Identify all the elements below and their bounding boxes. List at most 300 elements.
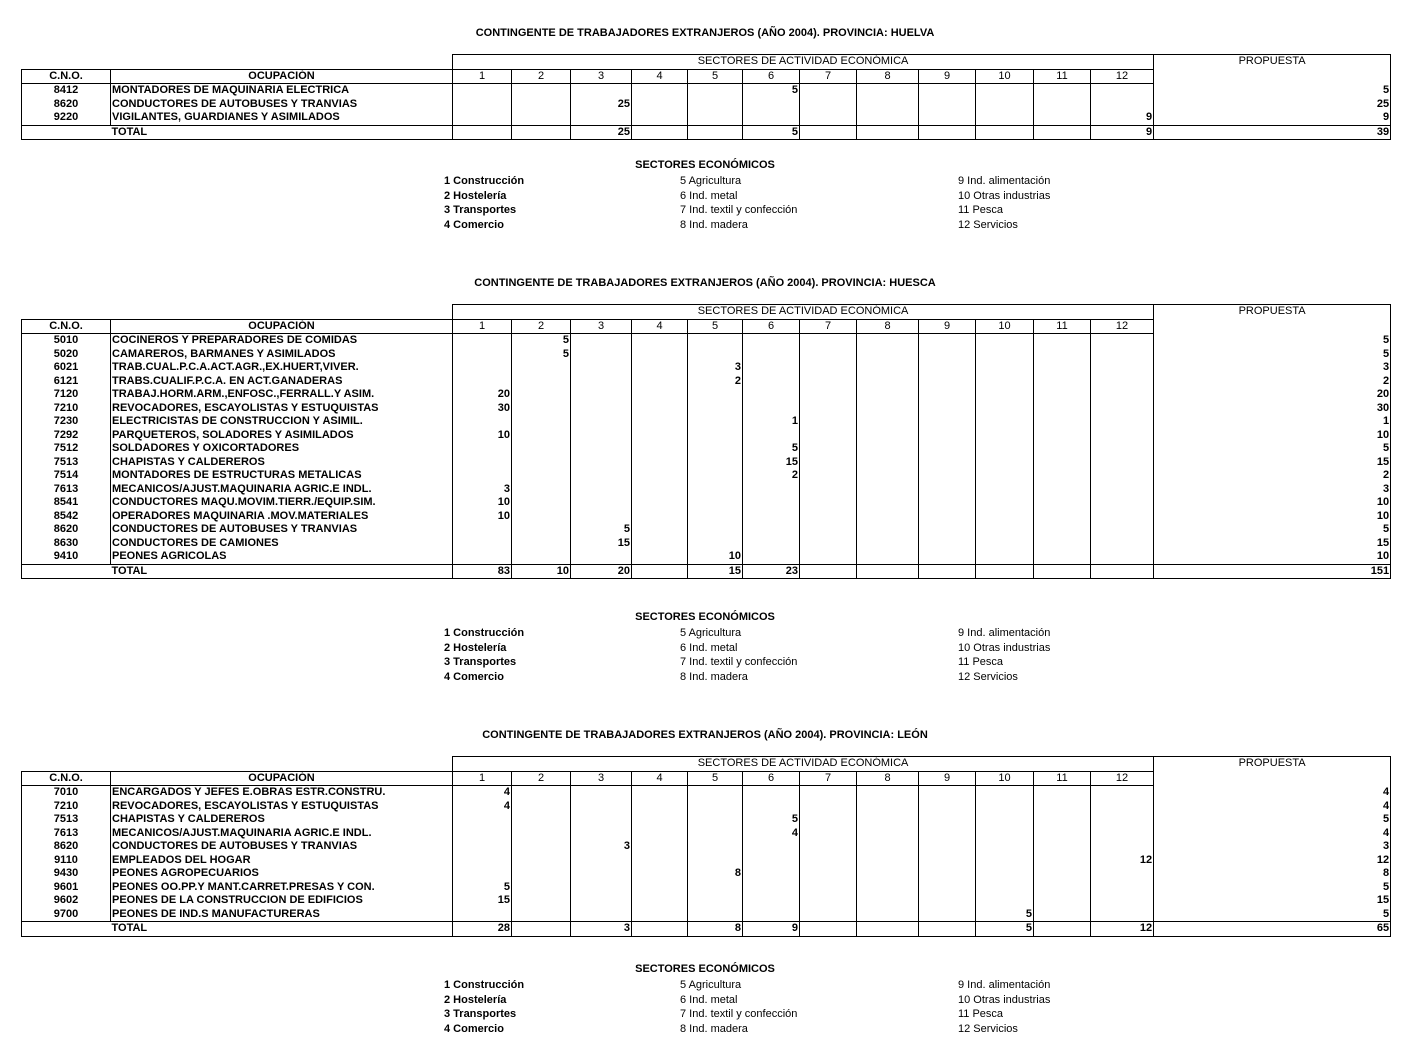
- table-row: [22, 840, 1391, 854]
- sector-value-cell: [632, 867, 688, 881]
- legend-item: 7 Ind. textil y confección: [680, 1008, 798, 1020]
- sector-value-cell: [800, 456, 857, 470]
- sector-number-header: 2: [512, 771, 571, 786]
- sector-value-cell: [976, 813, 1034, 827]
- propuesta-cell: 5: [1154, 813, 1391, 827]
- cno-cell: 7120: [22, 388, 111, 402]
- sector-value-cell: [1091, 483, 1154, 497]
- sector-value-cell: [919, 415, 976, 429]
- sector-value-cell: [571, 827, 632, 841]
- sector-value-cell: [571, 334, 632, 348]
- sector-number-header: 4: [632, 69, 688, 84]
- sector-value-cell: [688, 813, 743, 827]
- sector-value-cell: [632, 786, 688, 800]
- sector-value-cell: [571, 84, 632, 98]
- total-sector-cell: [800, 922, 857, 937]
- total-sector-cell: 10: [512, 564, 571, 579]
- sector-value-cell: [512, 550, 571, 564]
- ocupacion-header: OCUPACIÓN: [111, 771, 453, 786]
- sector-value-cell: [632, 840, 688, 854]
- sector-value-cell: [512, 442, 571, 456]
- sector-value-cell: [857, 334, 919, 348]
- total-label: TOTAL: [111, 922, 453, 937]
- sector-value-cell: 10: [453, 429, 512, 443]
- occupation-cell: TRABAJ.HORM.ARM.,ENFOSC.,FERRALL.Y ASIM.: [111, 388, 453, 402]
- sector-number-header: 9: [919, 771, 976, 786]
- total-propuesta-cell: 39: [1154, 125, 1391, 140]
- sector-value-cell: [571, 800, 632, 814]
- legend-item: 3 Transportes: [444, 656, 517, 668]
- total-sector-cell: 9: [743, 922, 800, 937]
- sector-value-cell: [1091, 375, 1154, 389]
- sector-value-cell: [1091, 867, 1154, 881]
- table-row: [22, 98, 1391, 112]
- sector-value-cell: [632, 537, 688, 551]
- cno-cell: 5020: [22, 348, 111, 362]
- total-sector-cell: [919, 564, 976, 579]
- sector-value-cell: [800, 334, 857, 348]
- sector-value-cell: [857, 415, 919, 429]
- sector-number-header: 2: [512, 69, 571, 84]
- sector-value-cell: [1034, 402, 1091, 416]
- sector-value-cell: [743, 361, 800, 375]
- legend-item: 4 Comercio: [444, 1022, 504, 1035]
- cno-cell: 9410: [22, 550, 111, 564]
- sector-value-cell: [571, 348, 632, 362]
- sector-value-cell: [1091, 510, 1154, 524]
- sector-value-cell: [688, 415, 743, 429]
- sector-value-cell: [919, 334, 976, 348]
- sector-value-cell: [857, 483, 919, 497]
- table-row: [22, 402, 1391, 416]
- propuesta-cell: 10: [1154, 496, 1391, 510]
- sector-value-cell: [688, 456, 743, 470]
- sector-number-header: 2: [512, 319, 571, 334]
- sector-value-cell: [512, 415, 571, 429]
- sector-value-cell: 5: [571, 523, 632, 537]
- sector-value-cell: [919, 496, 976, 510]
- sector-value-cell: [1091, 348, 1154, 362]
- sector-value-cell: [976, 388, 1034, 402]
- sector-value-cell: [1091, 429, 1154, 443]
- sector-value-cell: [1034, 908, 1091, 922]
- propuesta-cell: 3: [1154, 483, 1391, 497]
- sector-value-cell: [976, 483, 1034, 497]
- legend-item: 8 Ind. madera: [680, 218, 748, 231]
- total-sector-cell: 15: [688, 564, 743, 579]
- sector-value-cell: [1034, 881, 1091, 895]
- sector-number-header: 12: [1091, 69, 1154, 84]
- sector-value-cell: [512, 388, 571, 402]
- sector-value-cell: 4: [453, 800, 512, 814]
- total-row: [22, 564, 1391, 579]
- sector-value-cell: [1034, 388, 1091, 402]
- sector-value-cell: [743, 908, 800, 922]
- sector-value-cell: [919, 786, 976, 800]
- occupation-cell: CONDUCTORES DE AUTOBUSES Y TRANVIAS: [111, 98, 453, 112]
- table-row: [22, 537, 1391, 551]
- legend-column: [958, 174, 1050, 232]
- sector-value-cell: 2: [743, 469, 800, 483]
- sector-number-header: 9: [919, 69, 976, 84]
- sector-number-header: 6: [743, 319, 800, 334]
- sector-value-cell: 4: [743, 827, 800, 841]
- occupation-cell: CHAPISTAS Y CALDEREROS: [111, 456, 453, 470]
- sector-value-cell: [800, 429, 857, 443]
- sector-value-cell: [453, 840, 512, 854]
- sector-value-cell: [743, 800, 800, 814]
- sector-value-cell: [1091, 469, 1154, 483]
- sector-value-cell: [800, 537, 857, 551]
- sector-value-cell: [743, 867, 800, 881]
- cno-cell: 9110: [22, 854, 111, 868]
- sector-value-cell: [857, 854, 919, 868]
- sector-number-header: 1: [453, 771, 512, 786]
- sector-value-cell: [976, 402, 1034, 416]
- sector-value-cell: [800, 388, 857, 402]
- sector-number-header: 4: [632, 319, 688, 334]
- propuesta-cell: 5: [1154, 523, 1391, 537]
- sector-value-cell: [571, 496, 632, 510]
- sector-value-cell: [857, 550, 919, 564]
- sector-number-header: 4: [632, 771, 688, 786]
- cno-cell: 7613: [22, 827, 111, 841]
- sector-value-cell: [800, 98, 857, 112]
- sector-value-cell: [857, 786, 919, 800]
- sector-value-cell: [512, 908, 571, 922]
- sector-value-cell: [800, 111, 857, 125]
- legend-item: 10 Otras industrias: [958, 189, 1051, 202]
- sector-value-cell: [1034, 361, 1091, 375]
- sector-value-cell: [857, 800, 919, 814]
- legend-column: [680, 978, 797, 1036]
- total-sector-cell: [1034, 922, 1091, 937]
- cno-cell: 9602: [22, 894, 111, 908]
- sector-value-cell: [571, 415, 632, 429]
- sector-value-cell: [688, 908, 743, 922]
- sector-value-cell: [976, 442, 1034, 456]
- legend-item: 10 Otras industrias: [958, 641, 1051, 654]
- propuesta-cell: 5: [1154, 442, 1391, 456]
- sector-value-cell: [688, 537, 743, 551]
- sector-value-cell: [1034, 98, 1091, 112]
- occupation-cell: COCINEROS Y PREPARADORES DE COMIDAS: [111, 334, 453, 348]
- sector-value-cell: [1091, 786, 1154, 800]
- sector-value-cell: [512, 469, 571, 483]
- occupation-cell: PEONES AGRICOLAS: [111, 550, 453, 564]
- sector-number-header: 10: [976, 771, 1034, 786]
- sector-value-cell: [453, 334, 512, 348]
- total-sector-cell: [857, 922, 919, 937]
- sector-value-cell: [1091, 415, 1154, 429]
- cno-cell: 8620: [22, 840, 111, 854]
- legend-column: [444, 174, 524, 232]
- sector-value-cell: [1091, 402, 1154, 416]
- table-row: [22, 854, 1391, 868]
- sector-value-cell: [976, 111, 1034, 125]
- cno-cell: 8541: [22, 496, 111, 510]
- sector-value-cell: [1034, 469, 1091, 483]
- table-row: [22, 348, 1391, 362]
- sector-value-cell: [857, 388, 919, 402]
- sector-value-cell: [632, 429, 688, 443]
- sector-value-cell: [632, 402, 688, 416]
- sector-value-cell: [688, 98, 743, 112]
- total-sector-cell: [632, 564, 688, 579]
- sector-value-cell: [800, 550, 857, 564]
- sector-value-cell: [632, 415, 688, 429]
- legend-column: [958, 978, 1050, 1036]
- table-row: [22, 415, 1391, 429]
- total-sector-cell: [800, 564, 857, 579]
- occupation-cell: TRAB.CUAL.P.C.A.ACT.AGR.,EX.HUERT,VIVER.: [111, 361, 453, 375]
- sector-value-cell: [453, 523, 512, 537]
- sector-value-cell: 5: [512, 334, 571, 348]
- sector-value-cell: [453, 111, 512, 125]
- sector-value-cell: [976, 375, 1034, 389]
- legend-item: 2 Hostelería: [444, 189, 507, 202]
- sectors-header: SECTORES DE ACTIVIDAD ECONÓMICA: [453, 305, 1154, 320]
- sector-value-cell: [919, 84, 976, 98]
- table-row: [22, 908, 1391, 922]
- sector-value-cell: [919, 456, 976, 470]
- cno-cell: 9430: [22, 867, 111, 881]
- sector-value-cell: [800, 523, 857, 537]
- propuesta-cell: 10: [1154, 550, 1391, 564]
- cno-header: C.N.O.: [22, 771, 111, 786]
- sector-value-cell: [1091, 537, 1154, 551]
- legend-column: [444, 978, 524, 1036]
- sector-number-header: 7: [800, 771, 857, 786]
- sector-value-cell: [976, 429, 1034, 443]
- occupation-cell: CAMAREROS, BARMANES Y ASIMILADOS: [111, 348, 453, 362]
- sector-number-header: 6: [743, 69, 800, 84]
- sector-value-cell: [571, 388, 632, 402]
- sector-value-cell: [512, 361, 571, 375]
- sector-value-cell: [1091, 496, 1154, 510]
- sector-value-cell: 30: [453, 402, 512, 416]
- table-row: [22, 456, 1391, 470]
- sector-value-cell: [743, 854, 800, 868]
- sector-value-cell: [453, 854, 512, 868]
- sector-value-cell: [688, 429, 743, 443]
- sector-number-header: 7: [800, 69, 857, 84]
- sector-value-cell: [919, 98, 976, 112]
- legend-item: 9 Ind. alimentación: [958, 627, 1051, 639]
- occupation-cell: SOLDADORES Y OXICORTADORES: [111, 442, 453, 456]
- sector-value-cell: [857, 456, 919, 470]
- sector-value-cell: [688, 469, 743, 483]
- occupation-cell: EMPLEADOS DEL HOGAR: [111, 854, 453, 868]
- propuesta-cell: 15: [1154, 537, 1391, 551]
- sector-value-cell: [571, 111, 632, 125]
- total-sector-cell: [1091, 564, 1154, 579]
- occupation-cell: CONDUCTORES DE AUTOBUSES Y TRANVIAS: [111, 523, 453, 537]
- sector-value-cell: [688, 442, 743, 456]
- legend-item: 12 Servicios: [958, 670, 1018, 683]
- sector-value-cell: [688, 496, 743, 510]
- sector-value-cell: [571, 881, 632, 895]
- sector-value-cell: [857, 361, 919, 375]
- sector-value-cell: [857, 827, 919, 841]
- occupation-cell: PEONES OO.PP.Y MANT.CARRET.PRESAS Y CON.: [111, 881, 453, 895]
- sector-value-cell: [976, 510, 1034, 524]
- propuesta-cell: 25: [1154, 98, 1391, 112]
- sector-value-cell: [1034, 334, 1091, 348]
- total-sector-cell: [857, 125, 919, 140]
- sector-value-cell: [1091, 388, 1154, 402]
- legend-item: 4 Comercio: [444, 218, 504, 231]
- sector-value-cell: [743, 881, 800, 895]
- sector-value-cell: [512, 800, 571, 814]
- sector-value-cell: [919, 854, 976, 868]
- propuesta-header: PROPUESTA: [1154, 305, 1391, 334]
- sector-value-cell: [857, 813, 919, 827]
- legend-item: 10 Otras industrias: [958, 993, 1051, 1006]
- sector-value-cell: 5: [976, 908, 1034, 922]
- sector-value-cell: [800, 827, 857, 841]
- sector-value-cell: [453, 908, 512, 922]
- sector-value-cell: [976, 894, 1034, 908]
- sector-value-cell: 1: [743, 415, 800, 429]
- total-label: TOTAL: [111, 564, 453, 579]
- table-row: [22, 496, 1391, 510]
- total-sector-cell: 23: [743, 564, 800, 579]
- sector-value-cell: [743, 348, 800, 362]
- sector-value-cell: [1034, 496, 1091, 510]
- sector-value-cell: 5: [743, 813, 800, 827]
- total-sector-cell: [632, 125, 688, 140]
- table-row: [22, 510, 1391, 524]
- sector-value-cell: [857, 429, 919, 443]
- sector-value-cell: [688, 483, 743, 497]
- legend-item: 12 Servicios: [958, 1022, 1018, 1035]
- sector-value-cell: [919, 388, 976, 402]
- sector-value-cell: [857, 84, 919, 98]
- table-row: [22, 550, 1391, 564]
- section-title: CONTINGENTE DE TRABAJADORES EXTRANJEROS (AÑO 2004). PROVINCIA: LEÓN: [482, 729, 928, 741]
- sector-value-cell: [453, 550, 512, 564]
- sector-value-cell: [1034, 456, 1091, 470]
- sector-value-cell: [800, 800, 857, 814]
- legend-column: [958, 626, 1050, 684]
- sector-value-cell: [1091, 908, 1154, 922]
- cno-cell: 9601: [22, 881, 111, 895]
- sector-value-cell: [800, 867, 857, 881]
- propuesta-cell: 9: [1154, 111, 1391, 125]
- sector-value-cell: [919, 867, 976, 881]
- sector-value-cell: [512, 496, 571, 510]
- sector-value-cell: [512, 840, 571, 854]
- legend-column: [680, 626, 797, 684]
- legend-title: SECTORES ECONÓMICOS: [635, 963, 775, 975]
- sector-value-cell: [571, 813, 632, 827]
- sector-value-cell: [1034, 442, 1091, 456]
- table-row: [22, 800, 1391, 814]
- legend-item: 9 Ind. alimentación: [958, 979, 1051, 991]
- sector-value-cell: [632, 111, 688, 125]
- sector-value-cell: [857, 867, 919, 881]
- section-title: CONTINGENTE DE TRABAJADORES EXTRANJEROS (AÑO 2004). PROVINCIA: HUESCA: [474, 277, 936, 289]
- cno-cell: 9220: [22, 111, 111, 125]
- sector-value-cell: [1091, 800, 1154, 814]
- legend-item: 3 Transportes: [444, 1008, 517, 1020]
- sector-value-cell: [632, 388, 688, 402]
- sector-number-header: 12: [1091, 771, 1154, 786]
- sector-value-cell: [453, 827, 512, 841]
- propuesta-cell: 10: [1154, 429, 1391, 443]
- legend-item: 5 Agricultura: [680, 175, 742, 187]
- sector-value-cell: [688, 800, 743, 814]
- sector-value-cell: [800, 894, 857, 908]
- cno-cell: 7513: [22, 813, 111, 827]
- total-propuesta-cell: 151: [1154, 564, 1391, 579]
- legend-item: 8 Ind. madera: [680, 1022, 748, 1035]
- legend-item: 1 Construcción: [444, 979, 525, 991]
- sector-value-cell: [976, 415, 1034, 429]
- total-sector-cell: 20: [571, 564, 632, 579]
- sector-value-cell: [453, 84, 512, 98]
- sector-value-cell: [800, 881, 857, 895]
- sector-value-cell: [453, 98, 512, 112]
- propuesta-header: PROPUESTA: [1154, 757, 1391, 786]
- sector-value-cell: [919, 840, 976, 854]
- occupation-cell: ELECTRICISTAS DE CONSTRUCCION Y ASIMIL.: [111, 415, 453, 429]
- total-sector-cell: 3: [571, 922, 632, 937]
- sector-value-cell: [743, 375, 800, 389]
- sector-value-cell: [919, 442, 976, 456]
- occupation-cell: PEONES AGROPECUARIOS: [111, 867, 453, 881]
- sector-number-header: 11: [1034, 69, 1091, 84]
- sector-value-cell: [857, 98, 919, 112]
- sector-value-cell: [1091, 827, 1154, 841]
- table-row: [22, 881, 1391, 895]
- total-sector-cell: [1034, 564, 1091, 579]
- sector-value-cell: [571, 375, 632, 389]
- sector-value-cell: [976, 786, 1034, 800]
- propuesta-cell: 4: [1154, 786, 1391, 800]
- sector-value-cell: [453, 469, 512, 483]
- sector-value-cell: [571, 456, 632, 470]
- sector-value-cell: [919, 429, 976, 443]
- sector-value-cell: [688, 388, 743, 402]
- cno-cell: 8630: [22, 537, 111, 551]
- sector-value-cell: [632, 908, 688, 922]
- sector-value-cell: [857, 469, 919, 483]
- propuesta-cell: 30: [1154, 402, 1391, 416]
- sector-value-cell: [800, 813, 857, 827]
- cno-cell: 7512: [22, 442, 111, 456]
- occupation-cell: CONDUCTORES DE CAMIONES: [111, 537, 453, 551]
- occupation-cell: CHAPISTAS Y CALDEREROS: [111, 813, 453, 827]
- total-sector-cell: [976, 125, 1034, 140]
- legend-item: 5 Agricultura: [680, 979, 742, 991]
- cno-cell: 6021: [22, 361, 111, 375]
- sector-value-cell: [857, 402, 919, 416]
- sector-value-cell: [857, 537, 919, 551]
- sector-value-cell: [800, 348, 857, 362]
- table-row: [22, 523, 1391, 537]
- total-sector-cell: [976, 564, 1034, 579]
- sector-number-header: 5: [688, 69, 743, 84]
- sector-value-cell: [453, 415, 512, 429]
- sector-value-cell: [688, 334, 743, 348]
- cno-cell: 6121: [22, 375, 111, 389]
- sector-value-cell: 8: [688, 867, 743, 881]
- propuesta-cell: 15: [1154, 894, 1391, 908]
- sector-value-cell: [1034, 375, 1091, 389]
- cno-cell: 9700: [22, 908, 111, 922]
